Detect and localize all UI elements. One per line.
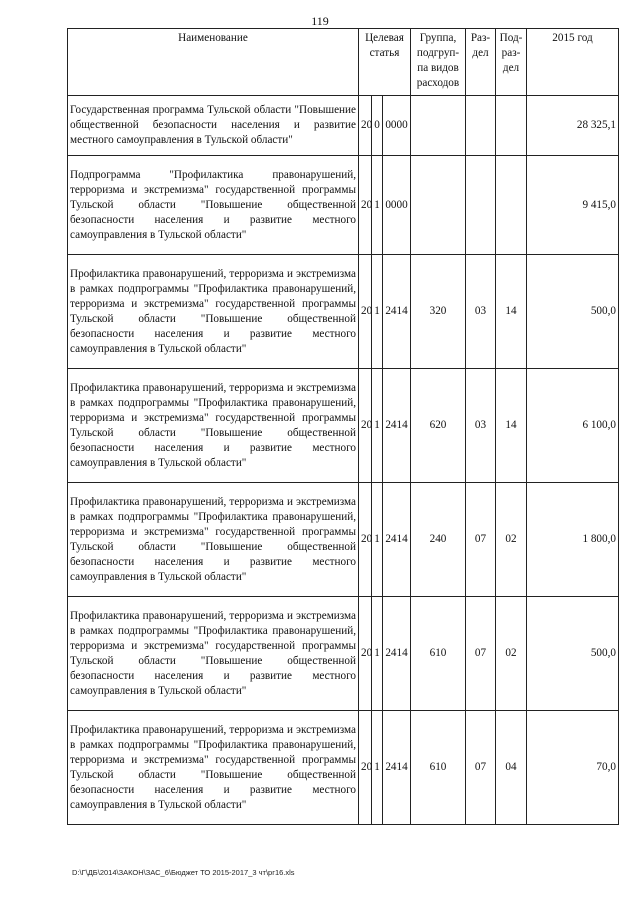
row-name: Подпрограмма "Профилактика правонарушений, терроризма и экстремизма" государственной программы Тульской области "Повышение общественной безопасности населения и развитие местного самоуправления в Тульской области" <box>68 156 359 255</box>
row-section: 07 <box>466 483 496 597</box>
row-amount: 500,0 <box>527 255 619 369</box>
row-group: 610 <box>411 597 466 711</box>
row-group <box>411 156 466 255</box>
row-name: Государственная программа Тульской области "Повышение общественной безопасности населения и развитие местного самоуправления в Тульской области" <box>68 96 359 156</box>
row-amount: 1 800,0 <box>527 483 619 597</box>
row-name: Профилактика правонарушений, терроризма и экстремизма в рамках подпрограммы "Профилактика правонарушений, терроризма и экстремизма" государственной программы Тульской области "Повышение общественной безопасности населения и развитие местного самоуправления в Тульской области" <box>68 597 359 711</box>
row-section <box>466 156 496 255</box>
row-name: Профилактика правонарушений, терроризма и экстремизма в рамках подпрограммы "Профилактика правонарушений, терроризма и экстремизма" государственной программы Тульской области "Повышение общественной безопасности населения и развитие местного самоуправления в Тульской области" <box>68 369 359 483</box>
row-cs3: 2414 <box>383 597 411 711</box>
row-cs1: 20 <box>359 483 372 597</box>
row-cs1: 20 <box>359 96 372 156</box>
row-amount: 28 325,1 <box>527 96 619 156</box>
row-subsection: 02 <box>496 483 527 597</box>
row-section: 03 <box>466 369 496 483</box>
row-section: 07 <box>466 711 496 825</box>
row-cs1: 20 <box>359 156 372 255</box>
header-group: Группа, подгруп-па видов расходов <box>411 29 466 96</box>
row-subsection: 14 <box>496 255 527 369</box>
row-subsection <box>496 156 527 255</box>
row-section: 03 <box>466 255 496 369</box>
row-amount: 6 100,0 <box>527 369 619 483</box>
header-year: 2015 год <box>527 29 619 96</box>
row-subsection: 04 <box>496 711 527 825</box>
budget-table <box>67 28 619 825</box>
file-path-footer: D:\Г\ДБ\2014\ЗАКОН\ЗАС_6\Бюджет ТО 2015-2017_3 чт\рг16.xls <box>72 868 295 877</box>
row-amount: 9 415,0 <box>527 156 619 255</box>
row-group <box>411 96 466 156</box>
row-cs3: 2414 <box>383 255 411 369</box>
header-subsection: Под-раз-дел <box>496 29 527 96</box>
row-group: 610 <box>411 711 466 825</box>
row-cs2: 1 <box>372 483 383 597</box>
row-cs1: 20 <box>359 711 372 825</box>
row-cs2: 1 <box>372 156 383 255</box>
row-group: 320 <box>411 255 466 369</box>
row-cs2: 1 <box>372 597 383 711</box>
row-amount: 70,0 <box>527 711 619 825</box>
table-row <box>68 255 619 369</box>
table-row <box>68 483 619 597</box>
table-row <box>68 597 619 711</box>
header-row <box>68 29 619 96</box>
row-name: Профилактика правонарушений, терроризма и экстремизма в рамках подпрограммы "Профилактика правонарушений, терроризма и экстремизма" государственной программы Тульской области "Повышение общественной безопасности населения и развитие местного самоуправления в Тульской области" <box>68 711 359 825</box>
table-row <box>68 711 619 825</box>
row-cs3: 0000 <box>383 156 411 255</box>
header-name: Наименование <box>68 29 359 96</box>
row-group: 240 <box>411 483 466 597</box>
row-name: Профилактика правонарушений, терроризма и экстремизма в рамках подпрограммы "Профилактика правонарушений, терроризма и экстремизма" государственной программы Тульской области "Повышение общественной безопасности населения и развитие местного самоуправления в Тульской области" <box>68 255 359 369</box>
row-cs1: 20 <box>359 255 372 369</box>
row-subsection: 02 <box>496 597 527 711</box>
table-row <box>68 369 619 483</box>
header-section: Раз-дел <box>466 29 496 96</box>
row-section <box>466 96 496 156</box>
row-subsection: 14 <box>496 369 527 483</box>
row-name: Профилактика правонарушений, терроризма и экстремизма в рамках подпрограммы "Профилактика правонарушений, терроризма и экстремизма" государственной программы Тульской области "Повышение общественной безопасности населения и развитие местного самоуправления в Тульской области" <box>68 483 359 597</box>
row-cs3: 2414 <box>383 711 411 825</box>
row-amount: 500,0 <box>527 597 619 711</box>
header-target-article: Целевая статья <box>359 29 411 96</box>
row-cs2: 0 <box>372 96 383 156</box>
row-cs2: 1 <box>372 711 383 825</box>
page-number: 119 <box>311 14 329 28</box>
row-cs3: 2414 <box>383 483 411 597</box>
table-row <box>68 96 619 156</box>
row-subsection <box>496 96 527 156</box>
row-group: 620 <box>411 369 466 483</box>
row-cs2: 1 <box>372 369 383 483</box>
row-cs3: 0000 <box>383 96 411 156</box>
row-section: 07 <box>466 597 496 711</box>
row-cs1: 20 <box>359 597 372 711</box>
table-row <box>68 156 619 255</box>
row-cs3: 2414 <box>383 369 411 483</box>
row-cs1: 20 <box>359 369 372 483</box>
row-cs2: 1 <box>372 255 383 369</box>
